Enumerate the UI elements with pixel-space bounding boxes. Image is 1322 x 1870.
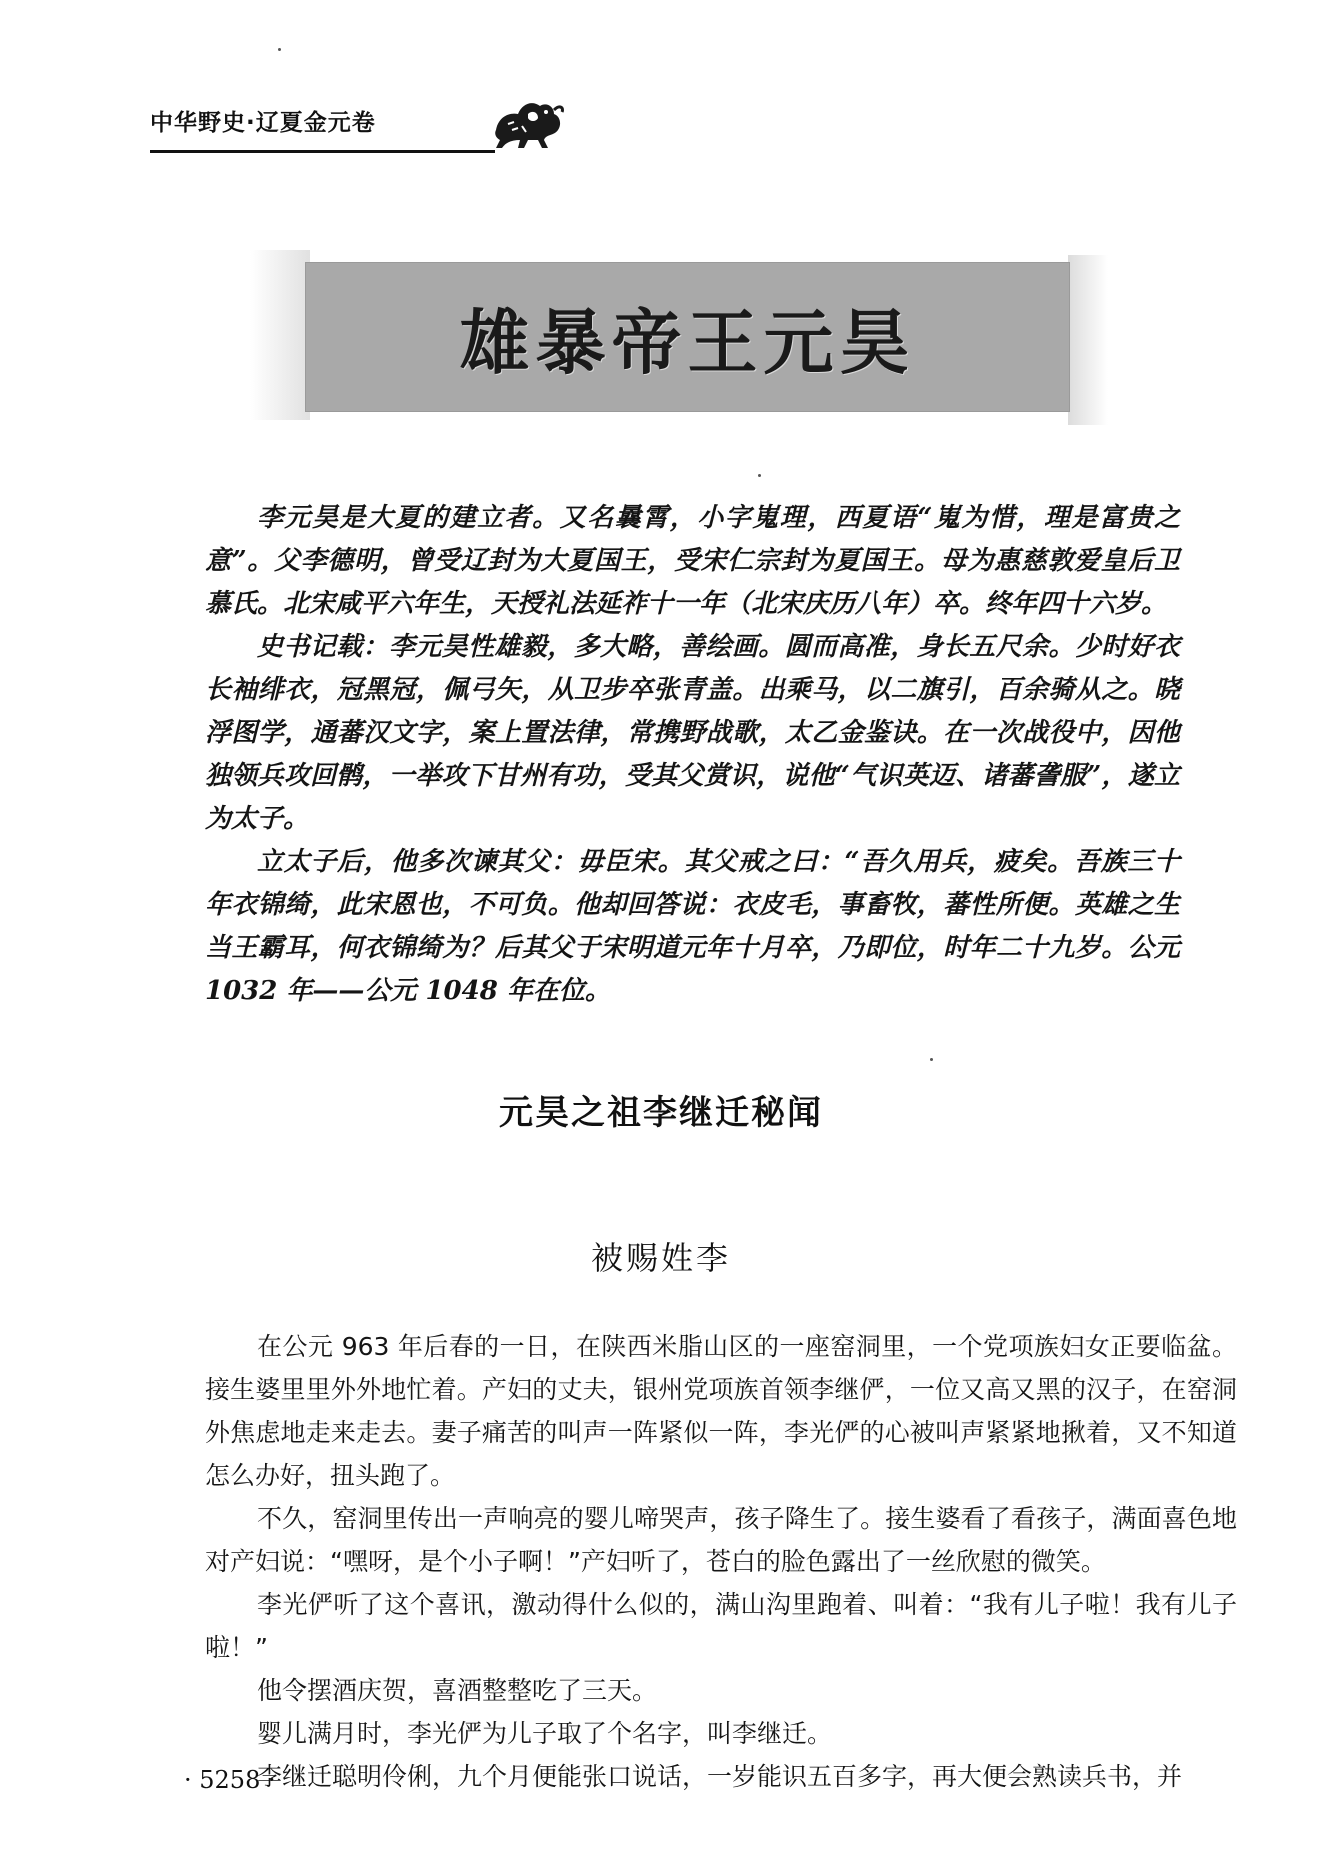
running-head: 中华野史·辽夏金元卷 bbox=[150, 110, 376, 136]
intro-paragraph: 立太子后，他多次谏其父：毋臣宋。其父戒之曰：“吾久用兵，疲矣。吾族三十年衣锦绮，此宋恩也，不可负。他却回答说：衣皮毛，事畜牧，蕃性所便。英雄之生当王霸耳，何衣锦绮为？后其父于宋明道元年十月卒，乃即位，时年二十九岁。公元 1032 年——公元 1048 年在位。 bbox=[205, 847, 1180, 1006]
intro-paragraph: 李元昊是大夏的建立者。又名曩霄，小字嵬理，西夏语“嵬为惜，理是富贵之意”。父李德明，曾受辽封为大夏国王，受宋仁宗封为夏国王。母为惠慈敦爱皇后卫慕氏。北宋咸平六年生，天授礼法延祚十一年（北宋庆历八年）卒。终年四十六岁。 bbox=[205, 503, 1180, 619]
subsection-title: 被赐姓李 bbox=[590, 1239, 731, 1277]
title-panel-shadow-left bbox=[250, 250, 310, 420]
tiger-emblem-icon bbox=[488, 90, 568, 154]
chapter-intro bbox=[205, 497, 1180, 1013]
running-head-rule bbox=[150, 150, 495, 153]
body-paragraph: 婴儿满月时，李光俨为儿子取了个名字，叫李继迁。 bbox=[257, 1719, 833, 1748]
intro-paragraph: 史书记载：李元昊性雄毅，多大略，善绘画。圆而高准，身长五尺余。少时好衣长袖绯衣，冠黑冠，佩弓矢，从卫步卒张青盖。出乘马，以二旗引，百余骑从之。晓浮图学，通蕃汉文字，案上置法律，常携野战歌，太乙金鉴诀。在一次战役中，因他独领兵攻回鹘，一举攻下甘州有功，受其父赏识，说他“气识英迈、诸蕃詟服”，遂立为太子。 bbox=[205, 632, 1180, 834]
body-paragraph: 他令摆酒庆贺，喜酒整整吃了三天。 bbox=[257, 1676, 658, 1705]
scan-speck bbox=[278, 48, 281, 51]
title-panel-shadow-right bbox=[1068, 255, 1108, 425]
section-title: 元昊之祖李继迁秘闻 bbox=[499, 1093, 823, 1133]
body-paragraph: 李继迁聪明伶俐，九个月便能张口说话，一岁能识五百多字，再大便会熟读兵书，并 bbox=[257, 1762, 1183, 1791]
scan-speck bbox=[930, 1058, 933, 1061]
chapter-title: 雄暴帝王元昊 bbox=[459, 300, 916, 384]
body-paragraph: 在公元 963 年后春的一日，在陕西米脂山区的一座窑洞里，一个党项族妇女正要临盆。接生婆里里外外地忙着。产妇的丈夫，银州党项族首领李继俨，一位又高又黑的汉子，在窑洞外焦虑地走来走去。妻子痛苦的叫声一阵紧似一阵，李光俨的心被叫声紧紧地揪着，又不知道怎么办好，扭头跑了。 bbox=[205, 1332, 1237, 1490]
body-paragraph: 不久，窑洞里传出一声响亮的婴儿啼哭声，孩子降生了。接生婆看了看孩子，满面喜色地对产妇说：“嘿呀，是个小子啊！”产妇听了，苍白的脸色露出了一丝欣慰的微笑。 bbox=[205, 1504, 1237, 1576]
scan-speck bbox=[758, 474, 761, 477]
body-paragraph: 李光俨听了这个喜讯，激动得什么似的，满山沟里跑着、叫着：“我有儿子啦！我有儿子啦！” bbox=[205, 1590, 1237, 1662]
page-number: · 5258 · bbox=[184, 1766, 276, 1794]
body-text bbox=[205, 1325, 1237, 1798]
